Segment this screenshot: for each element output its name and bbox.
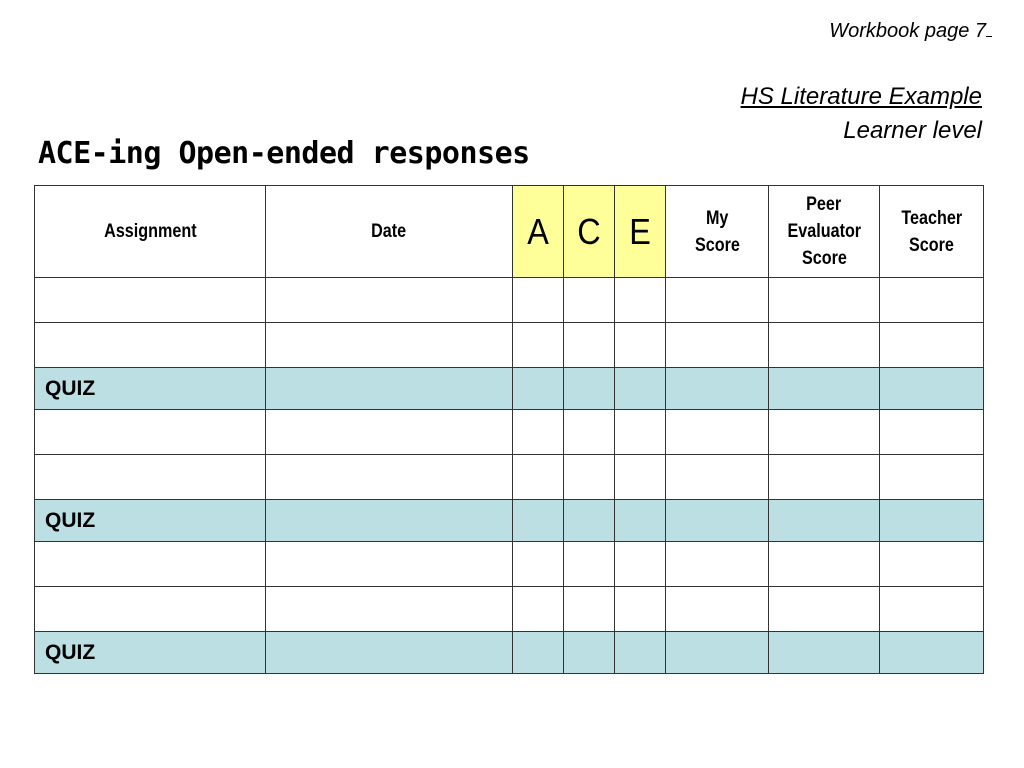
cell-e bbox=[615, 278, 666, 323]
cell-my-score bbox=[666, 410, 769, 455]
cell-e bbox=[615, 542, 666, 587]
page-blank-underline bbox=[986, 18, 992, 37]
header-e-label: E bbox=[629, 211, 651, 252]
cell-c bbox=[564, 542, 615, 587]
cell-teacher-score bbox=[880, 410, 984, 455]
cell-a bbox=[513, 587, 564, 632]
cell-peer-score bbox=[769, 278, 880, 323]
cell-teacher-score bbox=[880, 368, 984, 410]
cell-e bbox=[615, 500, 666, 542]
cell-my-score bbox=[666, 500, 769, 542]
header-date bbox=[266, 186, 513, 278]
cell-c bbox=[564, 410, 615, 455]
cell-c bbox=[564, 323, 615, 368]
cell-peer-score bbox=[769, 410, 880, 455]
cell-e bbox=[615, 587, 666, 632]
cell-teacher-score bbox=[880, 455, 984, 500]
page-title: ACE-ing Open-ended responses bbox=[38, 136, 530, 171]
cell-date bbox=[266, 500, 513, 542]
quiz-row bbox=[35, 368, 984, 410]
cell-date bbox=[266, 323, 513, 368]
table-row bbox=[35, 323, 984, 368]
cell-teacher-score bbox=[880, 587, 984, 632]
cell-teacher-score bbox=[880, 542, 984, 587]
cell-assignment bbox=[35, 410, 266, 455]
table-row bbox=[35, 410, 984, 455]
cell-e bbox=[615, 368, 666, 410]
cell-e bbox=[615, 410, 666, 455]
cell-my-score bbox=[666, 368, 769, 410]
cell-c bbox=[564, 632, 615, 674]
cell-c bbox=[564, 368, 615, 410]
header-date-label: Date bbox=[371, 221, 407, 242]
quiz-label: QUIZ bbox=[35, 632, 266, 674]
cell-a bbox=[513, 410, 564, 455]
cell-a bbox=[513, 500, 564, 542]
cell-my-score bbox=[666, 278, 769, 323]
table-row bbox=[35, 278, 984, 323]
cell-teacher-score bbox=[880, 500, 984, 542]
cell-assignment bbox=[35, 323, 266, 368]
quiz-label: QUIZ bbox=[35, 500, 266, 542]
workbook-page-text: Workbook page 7 bbox=[829, 20, 986, 42]
cell-a bbox=[513, 278, 564, 323]
cell-assignment bbox=[35, 278, 266, 323]
header-c-label: C bbox=[577, 211, 601, 252]
header-assignment bbox=[35, 186, 266, 278]
cell-my-score bbox=[666, 632, 769, 674]
header-teacher-score bbox=[880, 186, 984, 278]
header-teacher-score-line2: Score bbox=[909, 234, 954, 256]
cell-peer-score bbox=[769, 632, 880, 674]
quiz-label: QUIZ bbox=[35, 368, 266, 410]
cell-e bbox=[615, 632, 666, 674]
cell-a bbox=[513, 455, 564, 500]
cell-date bbox=[266, 542, 513, 587]
quiz-row bbox=[35, 632, 984, 674]
header-peer-score-line3: Score bbox=[801, 248, 847, 269]
cell-date bbox=[266, 632, 513, 674]
cell-date bbox=[266, 368, 513, 410]
cell-peer-score bbox=[769, 587, 880, 632]
cell-e bbox=[615, 455, 666, 500]
table-body bbox=[35, 278, 984, 674]
header-teacher-score-line1: Teacher bbox=[901, 207, 962, 229]
cell-date bbox=[266, 587, 513, 632]
cell-assignment bbox=[35, 542, 266, 587]
cell-date bbox=[266, 410, 513, 455]
cell-a bbox=[513, 632, 564, 674]
cell-c bbox=[564, 500, 615, 542]
cell-date bbox=[266, 455, 513, 500]
example-heading bbox=[741, 80, 982, 148]
example-title: HS Literature Example bbox=[740, 83, 982, 110]
header-e bbox=[615, 186, 666, 278]
cell-a bbox=[513, 323, 564, 368]
header-peer-score bbox=[769, 186, 880, 278]
table-row bbox=[35, 455, 984, 500]
cell-date bbox=[266, 278, 513, 323]
ace-score-table bbox=[34, 185, 984, 674]
cell-teacher-score bbox=[880, 278, 984, 323]
header-my-score bbox=[666, 186, 769, 278]
cell-e bbox=[615, 323, 666, 368]
example-level: Learner level bbox=[843, 117, 982, 144]
cell-assignment bbox=[35, 587, 266, 632]
header-my-score-line2: Score bbox=[694, 234, 740, 256]
cell-assignment bbox=[35, 455, 266, 500]
cell-c bbox=[564, 455, 615, 500]
cell-peer-score bbox=[769, 323, 880, 368]
cell-peer-score bbox=[769, 368, 880, 410]
workbook-page-reference bbox=[829, 18, 992, 43]
cell-my-score bbox=[666, 455, 769, 500]
cell-a bbox=[513, 368, 564, 410]
cell-peer-score bbox=[769, 455, 880, 500]
cell-teacher-score bbox=[880, 632, 984, 674]
table-row bbox=[35, 542, 984, 587]
header-assignment-label: Assignment bbox=[103, 221, 197, 242]
header-a-label: A bbox=[527, 211, 549, 252]
cell-my-score bbox=[666, 542, 769, 587]
header-my-score-line1: My bbox=[705, 207, 729, 229]
cell-my-score bbox=[666, 587, 769, 632]
cell-my-score bbox=[666, 323, 769, 368]
header-peer-score-line2: Evaluator bbox=[787, 221, 861, 242]
cell-peer-score bbox=[769, 500, 880, 542]
header-a bbox=[513, 186, 564, 278]
header-c bbox=[564, 186, 615, 278]
table-row bbox=[35, 587, 984, 632]
table-header-row bbox=[35, 186, 984, 278]
quiz-row bbox=[35, 500, 984, 542]
cell-c bbox=[564, 587, 615, 632]
cell-a bbox=[513, 542, 564, 587]
header-peer-score-line1: Peer bbox=[806, 194, 842, 215]
cell-peer-score bbox=[769, 542, 880, 587]
cell-c bbox=[564, 278, 615, 323]
cell-teacher-score bbox=[880, 323, 984, 368]
